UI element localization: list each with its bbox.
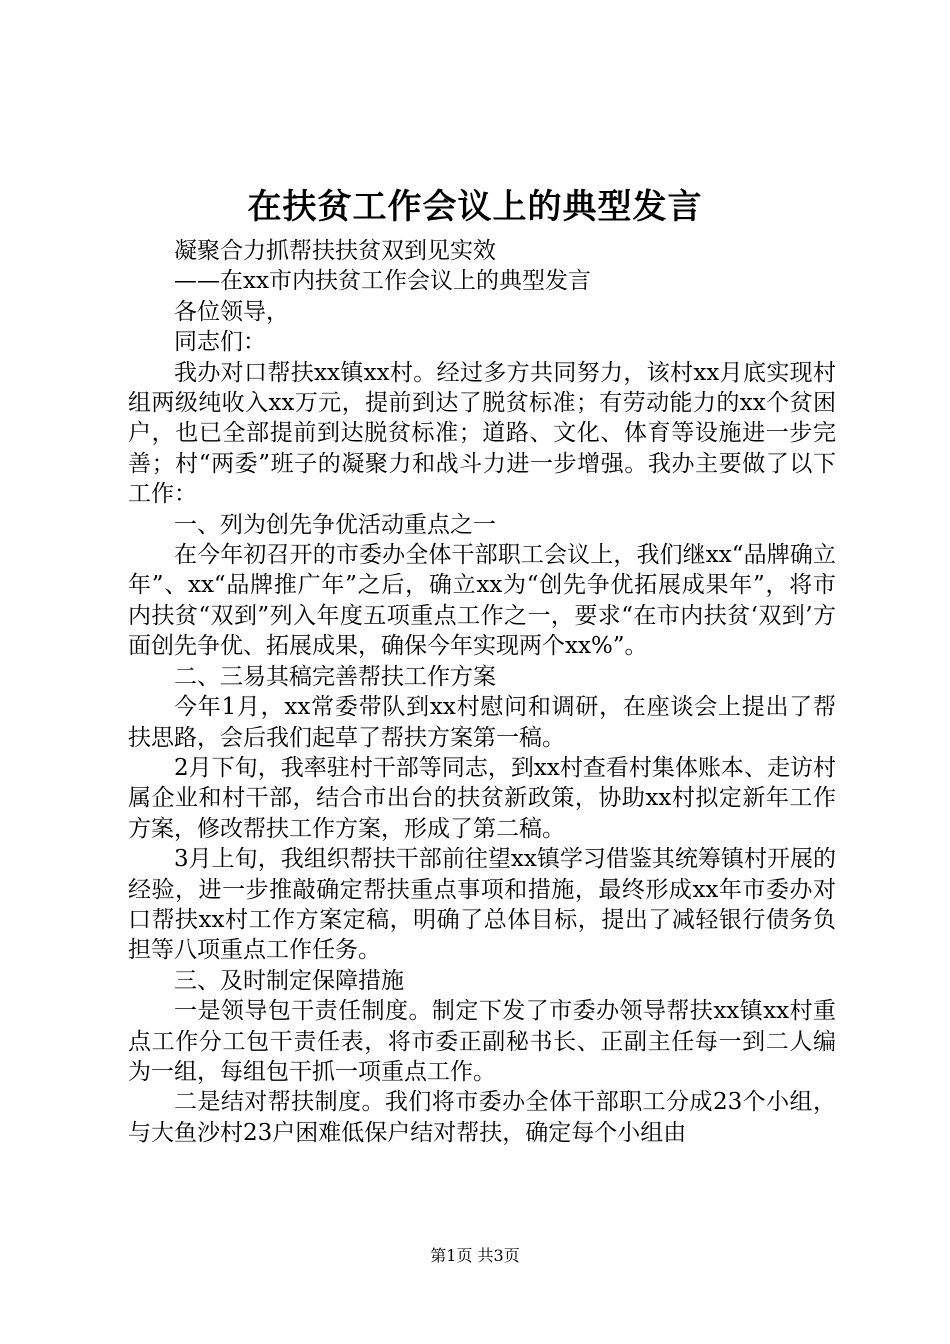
salutation: 同志们： xyxy=(174,329,266,356)
subtitle-secondary: ——在xx市内扶贫工作会议上的典型发言 xyxy=(174,268,591,295)
section-heading: 二、三易其稿完善帮扶工作方案 xyxy=(174,663,496,690)
paragraph: 我办对口帮扶xx镇xx村。经过多方共同努力，该村xx月底实现村组两级纯收入xx万元，提前到达了脱贫标准；有劳动能力的xx个贫困户，也已全部提前到达脱贫标准；道路、文化、体育等设施进一步完善；村“两委”班子的凝聚力和战斗力进一步增强。我办主要做了以下工作： xyxy=(128,359,836,508)
paragraph: 2月下旬，我率驻村干部等同志，到xx村查看村集体账本、走访村属企业和村干部，结合市出台的扶贫新政策，协助xx村拟定新年工作方案，修改帮扶工作方案，形成了第二稿。 xyxy=(128,754,836,842)
paragraph: 今年1月，xx常委带队到xx村慰问和调研，在座谈会上提出了帮扶思路，会后我们起草了帮扶方案第一稿。 xyxy=(128,694,836,751)
paragraph: 在今年初召开的市委办全体干部职工会议上，我们继xx“品牌确立年”、xx“品牌推广年”之后，确立xx为“创先争优拓展成果年”，将市内扶贫“双到”列入年度五项重点工作之一，要求“在市内扶贫‘双到’方面创先争优、拓展成果，确保今年实现两个xx%”。 xyxy=(128,542,836,660)
paragraph: 3月上旬，我组织帮扶干部前往望xx镇学习借鉴其统筹镇村开展的经验，进一步推敲确定帮扶重点事项和措施，最终形成xx年市委办对口帮扶xx村工作方案定稿，明确了总体目标，提出了减轻银行债务负担等八项重点工作任务。 xyxy=(128,846,836,964)
subtitle: 凝聚合力抓帮扶扶贫双到见实效 xyxy=(174,238,496,264)
salutation: 各位领导， xyxy=(174,298,289,325)
page-footer: 第1页 共3页 xyxy=(430,1246,520,1265)
paragraph: 一是领导包干责任制度。制定下发了市委办领导帮扶xx镇xx村重点工作分工包干责任表，将市委正副秘书长、正副主任每一到二人编为一组，每组包干抓一项重点工作。 xyxy=(128,998,836,1085)
paragraph: 二是结对帮扶制度。我们将市委办全体干部职工分成23个小组，与大鱼沙村23户困难低保户结对帮扶，确定每个小组由 xyxy=(128,1089,836,1146)
section-heading: 三、及时制定保障措施 xyxy=(174,967,404,994)
section-heading: 一、列为创先争优活动重点之一 xyxy=(174,511,496,538)
document-title: 在扶贫工作会议上的典型发言 xyxy=(247,187,703,227)
document-body xyxy=(128,236,836,1148)
